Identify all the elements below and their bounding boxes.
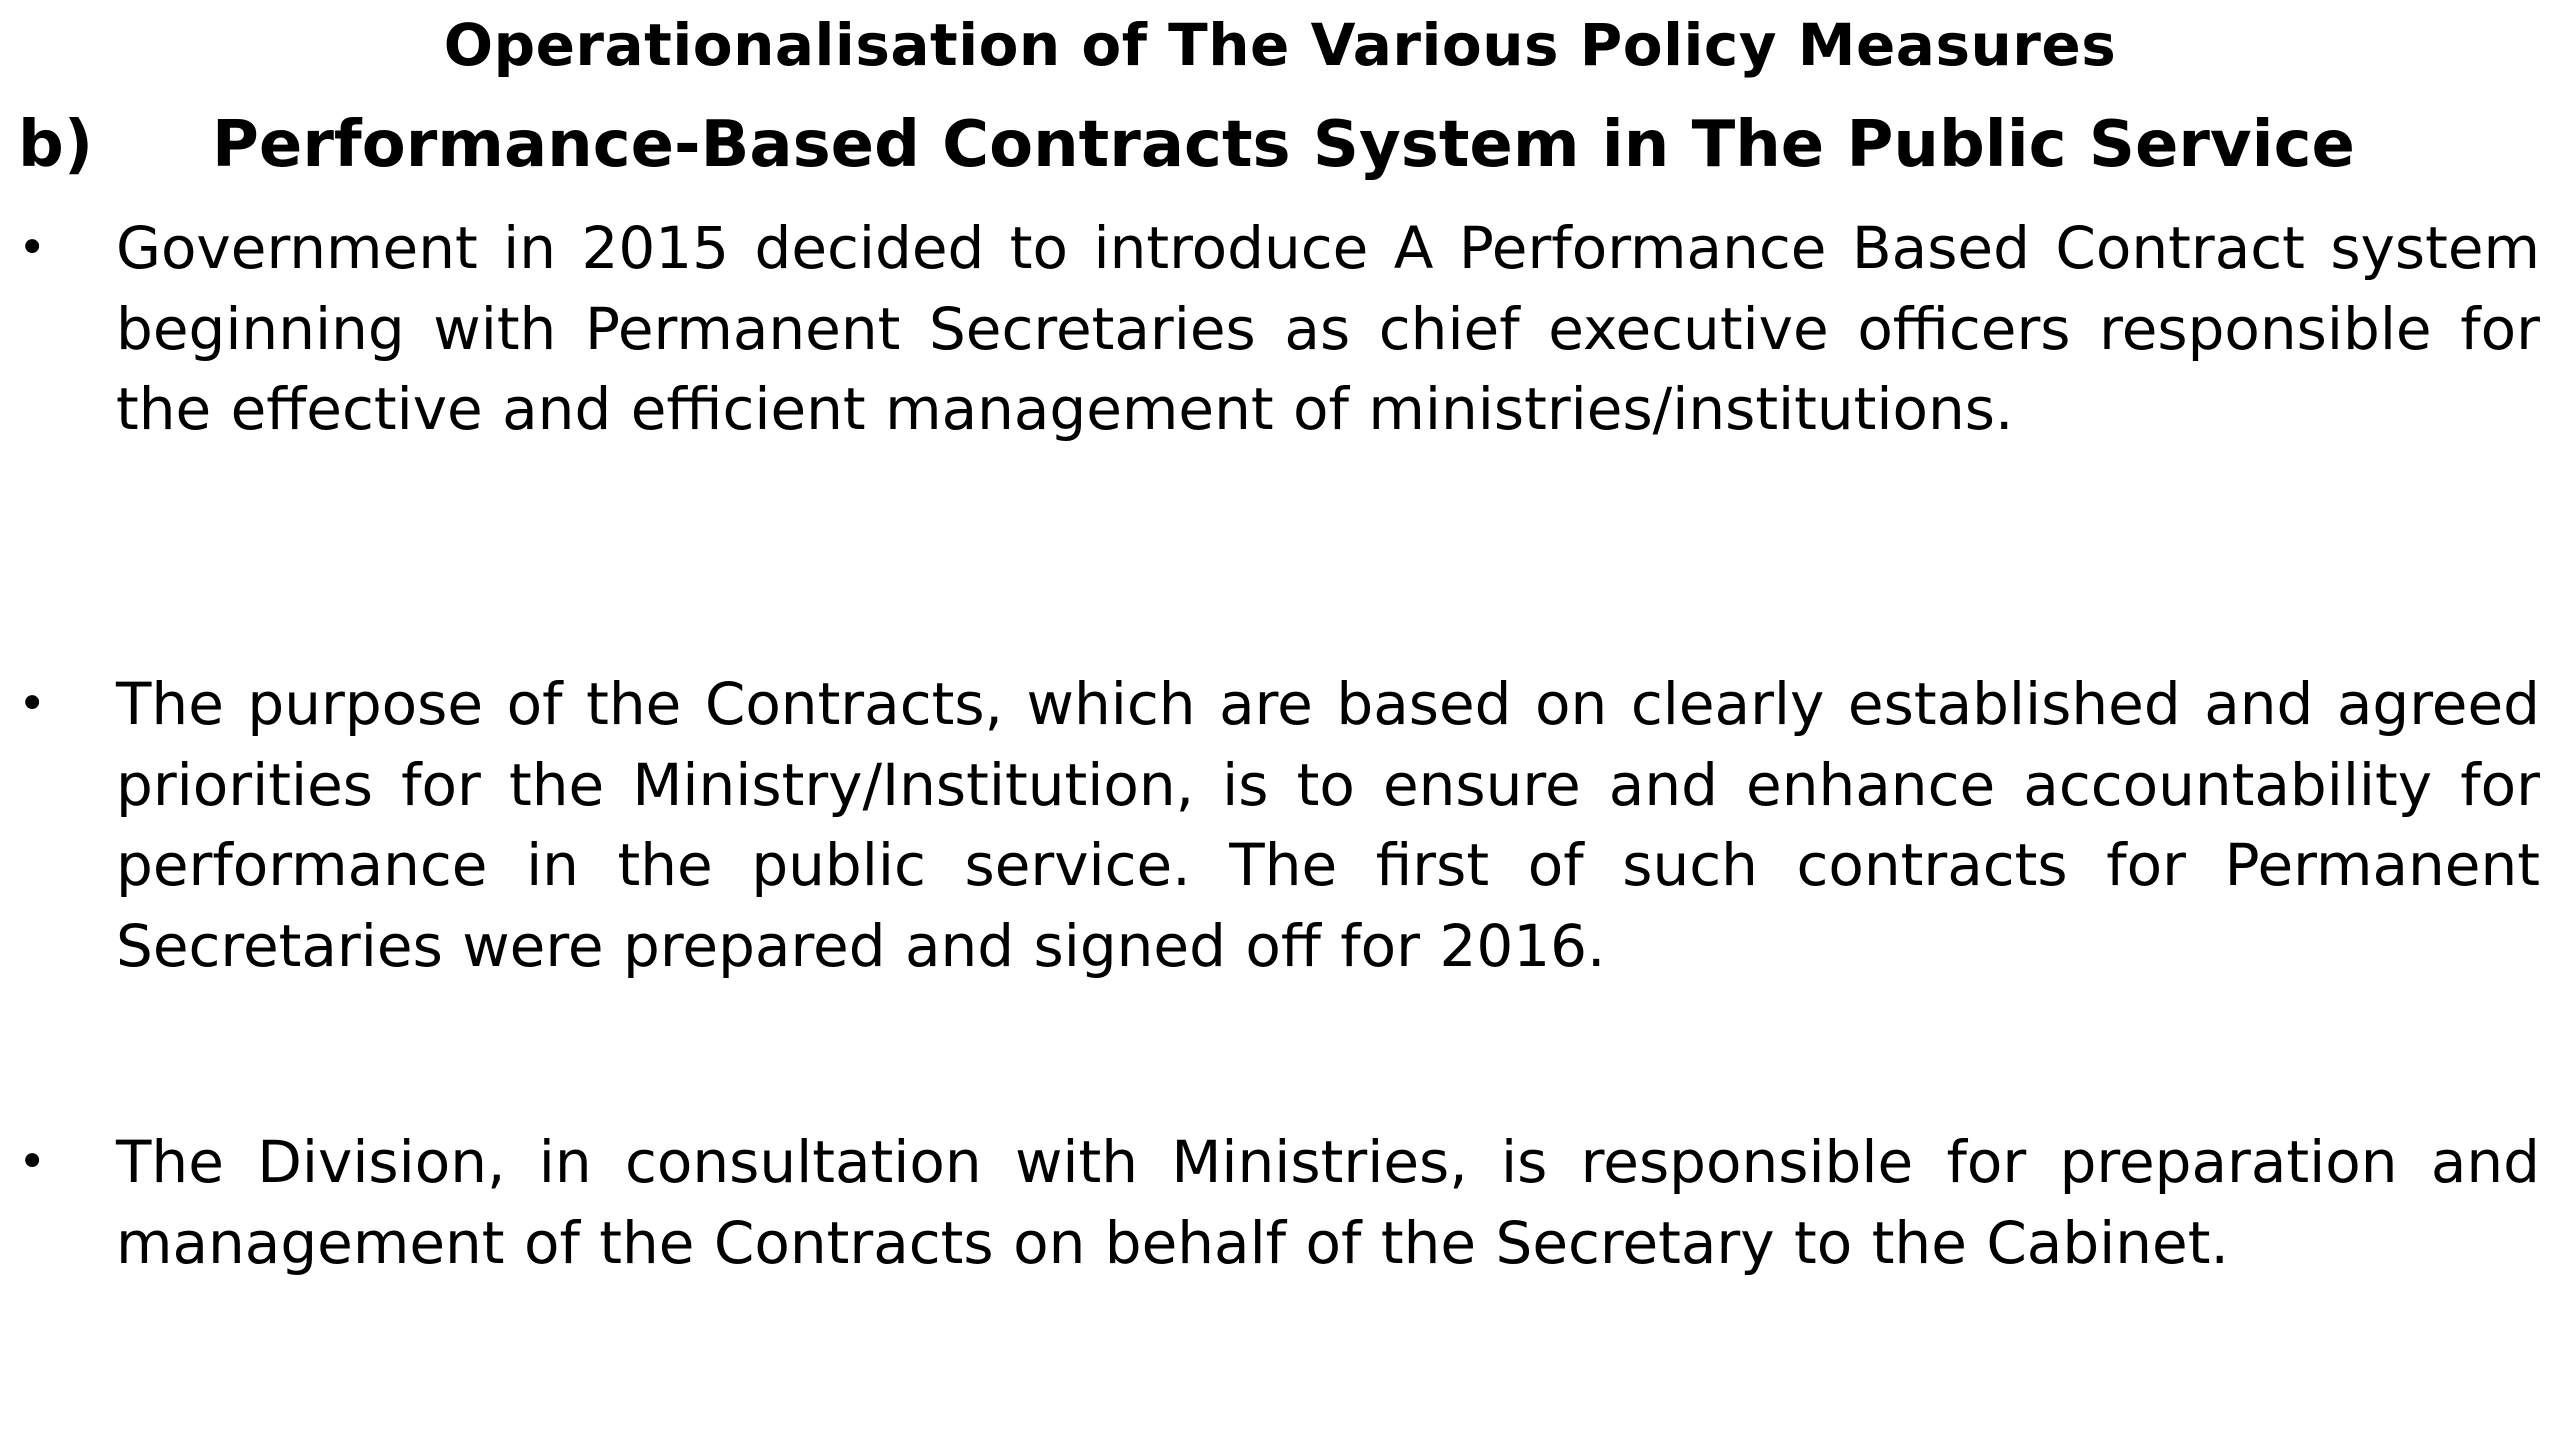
section-heading — [18, 100, 2538, 190]
section-marker: b) — [18, 108, 94, 182]
bullet-text: Government in 2015 decided to introduce A Performance Based Contract system beginning with Permanent Secretaries as chief executive officers responsible for the effective and efficient management of ministries/institutions. — [116, 214, 2540, 443]
slide-title: Operationalisation of The Various Policy Measures — [443, 11, 2117, 79]
bullet-text: The purpose of the Contracts, which are based on clearly established and agreed priorities for the Ministry/Institution, is to ensure and enhance accountability for performance in the public service. The first of such contracts for Permanent Secretaries were prepared and signed off for 2016. — [116, 670, 2540, 980]
bullet-icon: • — [18, 220, 47, 276]
section-heading-text: Performance-Based Contracts System in The Public Service — [212, 108, 2355, 182]
bullet-text: The Division, in consultation with Ministries, is responsible for preparation and management of the Contracts on behalf of the Secretary to the Cabinet. — [116, 1128, 2540, 1277]
bullet-icon: • — [18, 676, 47, 732]
bullet-icon: • — [18, 1134, 47, 1190]
